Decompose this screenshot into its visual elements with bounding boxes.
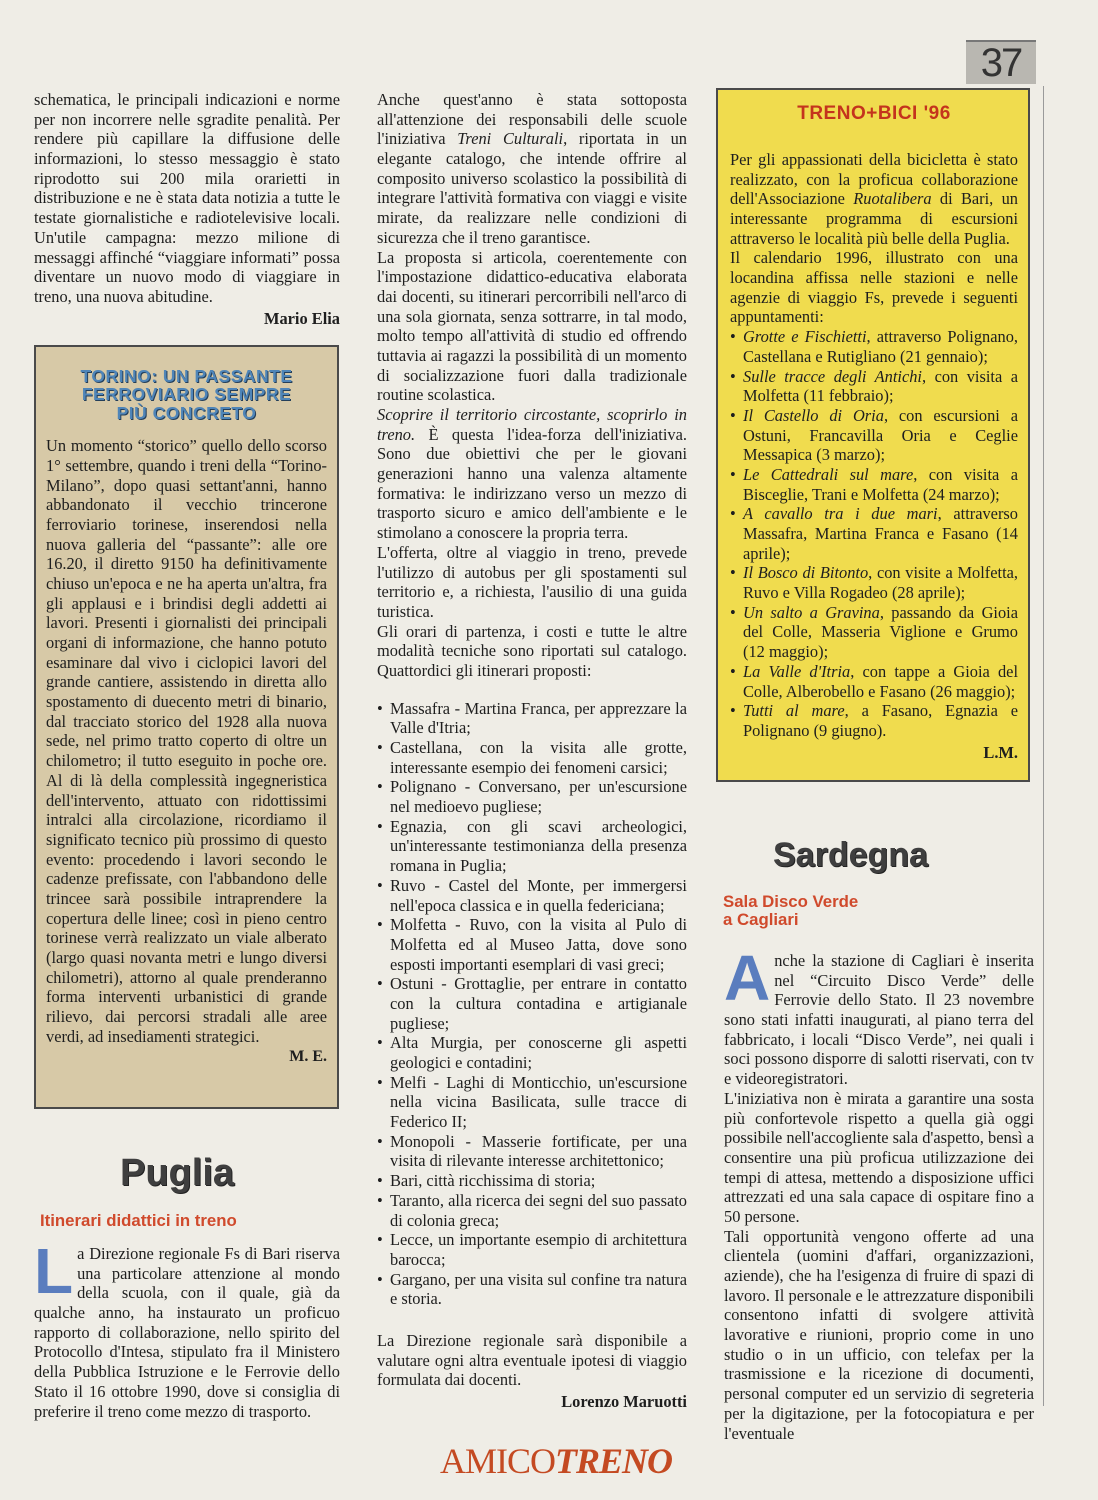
logo-part-2: TRENO <box>555 1441 673 1481</box>
sardegna-para-1 <box>724 942 1034 1089</box>
col2-p1-a: Anche quest'anno è stata sottoposta all'attenzione dei responsabili delle scuole l'iniziativa <box>377 90 687 149</box>
list-item: • Ostuni - Grottaglie, per entrare in contatto con la cultura contadina e artigianale pugliese; <box>377 974 687 1033</box>
treno-bici-events <box>730 327 1018 740</box>
col2-p3-b: È questa l'idea-forza dell'iniziativa. Sono due obiettivi che per le giovani generazioni hanno una valenza altamente formativa: le indirizzano verso un mezzo di trasporto sicuro e amico dell'ambiente e le stimolano a conoscere la propria terra. <box>377 424 687 543</box>
list-item: • Taranto, alla ricerca dei segni del suo passato di colonia greca; <box>377 1191 687 1230</box>
col2-p1-italic: Treni Culturali <box>457 129 564 149</box>
col2-para-4: L'offerta, oltre al viaggio in treno, prevede l'utilizzo di autobus per gli spostamenti sul territorio e, a richiesta, l'ausilio di una guida turistica. <box>377 542 687 621</box>
torino-box-title <box>46 367 327 422</box>
event-details: , con tappe a Gioia del Colle, Alberobello e Fasano (26 maggio); <box>743 661 1018 701</box>
col2-p3-italic: Scoprire il territorio circostante, scoprirlo in treno. <box>377 405 687 444</box>
event-name: Sulle tracce degli Antichi <box>743 366 922 386</box>
event-name: La Valle d'Itria <box>743 661 851 681</box>
torino-title-line-2: FERROVIARIO SEMPRE <box>81 384 292 405</box>
col2-closing: La Direzione regionale sarà disponibile a valutare ogni altra eventuale ipotesi di viaggio formulata dai docenti. <box>377 1330 687 1390</box>
torino-box-signature: M. E. <box>289 1048 327 1066</box>
sardegna-body <box>724 942 1034 1443</box>
event-name: Il Castello di Oria <box>743 405 884 425</box>
treno-bici-title: TRENO+BICI '96 <box>797 103 951 124</box>
event-details: , con escursioni a Ostuni, Francavilla Oria e Ceglie Messapica (3 marzo); <box>743 405 1018 465</box>
col2-para-1 <box>377 90 687 248</box>
sardegna-subheading-line-2: a Cagliari <box>723 910 799 930</box>
list-item: • Gargano, per una visita sul confine tra natura e storia. <box>377 1270 687 1309</box>
torino-box <box>34 345 339 1109</box>
col2-para-3 <box>377 405 687 543</box>
treno-bici-box <box>716 88 1030 782</box>
col2-p1-b: , riportata in un elegante catalogo, che intende offrire al composito universo scolastico la possibilità di integrare l'attività formativa con viaggi e visite mirate, da realizzare nelle condizioni di sicurezza che il treno garantisce. <box>377 129 687 247</box>
list-item <box>730 367 1018 406</box>
event-details: , con visita a Bisceglie, Trani e Molfetta (24 marzo); <box>743 464 1018 504</box>
col2-signature: Lorenzo Maruotti <box>561 1392 687 1411</box>
list-item <box>730 701 1018 740</box>
torino-title-line-3: PIÙ CONCRETO <box>116 402 257 423</box>
puglia-dropcap: L <box>34 1235 74 1307</box>
list-item <box>730 465 1018 504</box>
event-name: Un salto a Gravina <box>743 602 880 622</box>
puglia-heading: Puglia <box>120 1152 235 1194</box>
itinerary-list <box>377 699 687 1309</box>
col1-intro-text: schematica, le principali indicazioni e norme per non incorrere nelle sgradite penalità. Per rendere più capillare la diffusione delle informazioni, lo stesso messaggio è stato riprodotto sui 200 mila orarietti in distribuzione e ne è stata data notizia a tutte le testate giornalistiche e radiotelevisive locali. Un'utile campagna: mezzo milione di messaggi affinché “viaggiare informati” possa diventare un nuovo modo di viaggiare in treno, una nuova abitudine. <box>34 90 340 306</box>
logo-part-1: AMICO <box>440 1441 556 1481</box>
col2-para-5: Gli orari di partenza, i costi e tutte le altre modalità tecniche sono riportati sul catalogo. Quattordici gli itinerari proposti: <box>377 621 687 680</box>
list-item: • Castellana, con la visita alle grotte, interessante esempio dei fenomeni carsici; <box>377 738 687 777</box>
treno-bici-intro <box>730 150 1018 248</box>
list-item: • Monopoli - Masserie fortificate, per una visita di rilevante interesse architettonico; <box>377 1132 687 1171</box>
treno-bici-signature: L.M. <box>983 742 1018 762</box>
puglia-subheading: Itinerari didattici in treno <box>40 1211 237 1230</box>
event-name: Tutti al mare <box>743 701 845 721</box>
right-border-rule <box>1043 86 1044 1406</box>
event-name: Le Cattedrali sul mare <box>743 464 914 484</box>
sardegna-subheading <box>723 893 858 930</box>
treno-bici-body <box>730 150 1018 762</box>
amicotreno-logo <box>440 1440 672 1482</box>
list-item: • Polignano - Conversano, per un'escursione nel medioevo pugliese; <box>377 777 687 816</box>
event-details: , attraverso Massafra, Martina Franca e Fasano (14 aprile); <box>743 504 1018 563</box>
sardegna-para-2: L'iniziativa non è mirata a garantire una sosta più confortevole rispetto a quella già oggi possibile nell'accogliente sala d'aspetto, bensì a consentire una più proficua utilizzazione dei tempi di attesa, mettendo a disposizione uffici attrezzati ed una sala capace di ospitare fino a 50 persone. <box>724 1088 1034 1226</box>
sardegna-heading: Sardegna <box>773 836 928 874</box>
treno-bici-intro-italic: Ruotalibera <box>853 189 932 209</box>
sardegna-para-3: Tali opportunità vengono offerte ad una clientela (uomini d'affari, organizzazioni, aziende), che ha l'esigenza di fruire di spazi di lavoro. Il personale e le attrezzature disponibili consentono infatti di svolgere attività lavorative e riunioni, proprio come in uno studio o in un ufficio, con telefax per la trasmissione e la ricezione di documenti, personal computer ed un servizio di segreteria per la digitazione, per la fotocopiatura e per l'eventuale <box>724 1226 1034 1443</box>
page-number: 37 <box>966 40 1036 84</box>
event-name: Grotte e Fischietti <box>743 327 867 347</box>
list-item <box>730 603 1018 662</box>
event-details: , con visite a Molfetta, Ruvo e Villa Rogadeo (28 aprile); <box>743 563 1018 603</box>
list-item: • Lecce, un importante esempio di architettura barocca; <box>377 1230 687 1269</box>
list-item: • Bari, città ricchissima di storia; <box>377 1171 687 1191</box>
puglia-para-1-text: a Direzione regionale Fs di Bari riserva una particolare attenzione al mondo della scuola, con il quale, già da qualche anno, ha instaurato un proficuo rapporto di collaborazione, nello spirito del Protocollo d'Intesa, stipulato fra il Ministero della Pubblica Istruzione e le Ferrovie dello Stato il 16 ottobre 1990, dove si consiglia di preferire il treno come mezzo di trasporto. <box>34 1244 340 1421</box>
event-details: , a Fasano, Egnazia e Polignano (9 giugno). <box>743 701 1018 740</box>
puglia-para-1 <box>34 1235 340 1421</box>
list-item: • Melfi - Laghi di Monticchio, un'escursione nella vicina Basilicata, sulle tracce di Federico II; <box>377 1073 687 1132</box>
treno-bici-intro-a: Per gli appassionati della bicicletta è stato realizzato, con la proficua collaborazione dell'Associazione <box>730 149 1018 209</box>
event-details: , passando da Gioia del Colle, Masseria Viglione e Grumo (12 maggio); <box>743 602 1018 662</box>
list-item <box>730 406 1018 465</box>
col1-intro-signature: Mario Elia <box>263 308 340 328</box>
list-item: • Molfetta - Ruvo, con la visita al Pulo di Molfetta ed al Museo Jatta, dove sono esposti importanti esemplari di vasi greci; <box>377 915 687 974</box>
list-item: • Alta Murgia, per conoscerne gli aspetti geologici e contadini; <box>377 1033 687 1072</box>
list-item: • Egnazia, con gli scavi archeologici, un'interessante testimonianza della presenza romana in Puglia; <box>377 817 687 876</box>
list-item: • Ruvo - Castel del Monte, per immergersi nell'epoca classica e in quella federiciana; <box>377 876 687 915</box>
event-details: , con visita a Molfetta (11 febbraio); <box>743 366 1018 406</box>
event-name: A cavallo tra i due mari <box>743 504 938 524</box>
col2-para-2: La proposta si articola, coerentemente con l'impostazione didattico-educativa elaborata dai docenti, su itinerari percorribili nell'arco di una sola giornata, senza sottrarre, in tal modo, molto tempo all'attività di studio ed offrendo tuttavia ai ragazzi la possibilità di un momento di socializzazione fuori dalla tradizionale routine scolastica. <box>377 247 687 405</box>
col2 <box>377 90 687 1412</box>
treno-bici-intro-2: Il calendario 1996, illustrato con una locandina affissa nelle stazioni e nelle agenzie di viaggio Fs, prevede i seguenti appuntamenti: <box>730 248 1018 327</box>
torino-box-text: Un momento “storico” quello dello scorso 1° settembre, quando i treni della “Torino-Milano”, dopo quasi settant'anni, hanno abbandonato il vecchio trincerone ferroviario torinese, inserendosi nella nuova galleria del “passante”: alle ore 16.20, il diretto 9150 ha definitivamente chiuso un'epoca e ne ha aperta un'altra, fra gli applausi e i brindisi degli addetti ai lavori. Presenti i giornalisti dei principali organi di informazione, che hanno potuto esaminare dal vivo i ciclopici lavori del grande cantiere, assistendo in diretta allo spostamento di duecento metri di binario, dal tracciato storico del 1928 alla nuova sede, nel primo tratto coperto di oltre un chilometro; il tutto eseguito in poche ore. Al di là della complessità ingegneristica dell'intervento, attuato con ridottissimi intralci alla circolazione, ricordiamo il significato tecnico più prossimo di questo evento: procedendo i lavori secondo le cadenze prefissate, con l'abbandono delle trincee sarà possibile intraprendere la copertura delle linee; così in pieno centro torinese verrà realizzato un viale alberato (largo quasi novanta metri e lungo diversi chilometri), attorno al quale prenderanno forma interventi urbanistici di grande rilievo, dai percorsi stradali alle aree verdi, ad insediamenti strategici. <box>46 436 327 1046</box>
treno-bici-intro-b: di Bari, un interessante programma di escursioni attraverso le località più belle della Puglia. <box>730 189 1018 248</box>
event-details: , attraverso Polignano, Castellana e Rutigliano (21 gennaio); <box>743 327 1019 366</box>
puglia-body <box>34 1235 340 1421</box>
list-item <box>730 563 1018 602</box>
torino-title-line-1: TORINO: UN PASSANTE <box>80 366 293 386</box>
col1-intro <box>34 90 340 328</box>
list-item <box>730 662 1018 701</box>
sardegna-dropcap: A <box>724 942 771 1014</box>
list-item: • Massafra - Martina Franca, per apprezzare la Valle d'Itria; <box>377 699 687 738</box>
sardegna-para-1-text: nche la stazione di Cagliari è inserita nel “Circuito Disco Verde” delle Ferrovie dello Stato. Il 23 novembre sono stati infatti inaugurati, al piano terra del fabbricato, i locali “Disco Verde”, nei quali i soci possono disporre di salotti riservati, con tv e videoregistratori. <box>724 951 1034 1089</box>
list-item <box>730 504 1018 563</box>
list-item <box>730 327 1018 366</box>
sardegna-subheading-line-1: Sala Disco Verde <box>723 892 859 911</box>
event-name: Il Bosco di Bitonto <box>743 563 869 583</box>
